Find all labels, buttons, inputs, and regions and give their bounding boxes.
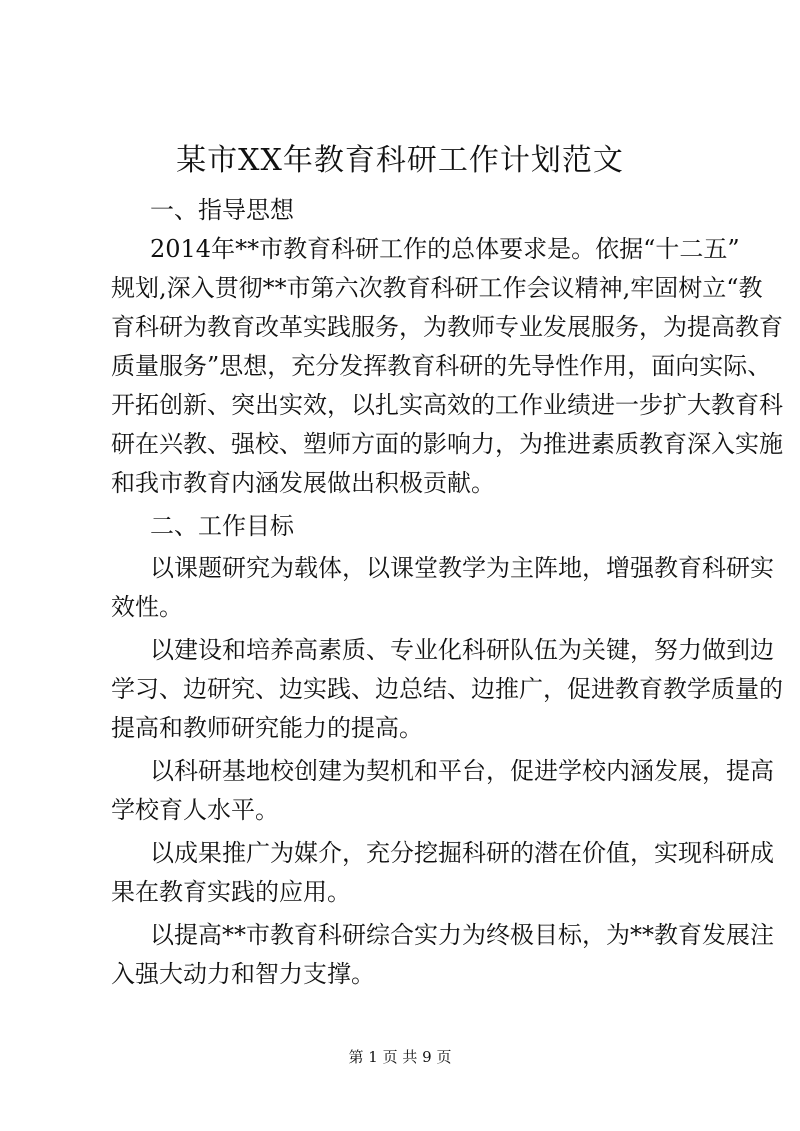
paragraph-line: 2014年**市教育科研工作的总体要求是。依据“十二五” [150,235,740,263]
paragraph-line: 以提高**市教育科研综合实力为终极目标，为**教育发展注 [150,921,774,949]
paragraph-line: 学校育人水平。 [111,796,279,824]
paragraph-line: 以成果推广为媒介，充分挖掘科研的潜在价值，实现科研成 [150,839,774,867]
paragraph-line: 规划,深入贯彻**市第六次教育科研工作会议精神,牢固树立“教 [111,274,763,302]
paragraph-line: 质量服务”思想，充分发挥教育科研的先导性作用，面向实际、 [111,352,772,380]
paragraph-line: 育科研为教育改革实践服务，为教师专业发展服务，为提高教育 [111,313,783,341]
paragraph-line: 研在兴教、强校、塑师方面的影响力，为推进素质教育深入实施 [111,430,783,458]
paragraph-line: 果在教育实践的应用。 [111,878,351,906]
paragraph-line: 入强大动力和智力支撑。 [111,960,375,988]
paragraph-line: 以建设和培养高素质、专业化科研队伍为关键，努力做到边 [150,636,774,664]
section-heading-work-goals: 二、工作目标 [150,512,294,540]
document-title: 某市XX年教育科研工作计划范文 [176,143,624,178]
paragraph-line: 开拓创新、突出实效，以扎实高效的工作业绩进一步扩大教育科 [111,391,783,419]
paragraph-line: 以科研基地校创建为契机和平台，促进学校内涵发展，提高 [150,757,774,785]
paragraph-line: 学习、边研究、边实践、边总结、边推广，促进教育教学质量的 [111,675,783,703]
paragraph-line: 提高和教师研究能力的提高。 [111,714,423,742]
paragraph-line: 和我市教育内涵发展做出积极贡献。 [111,469,495,497]
paragraph-line: 以课题研究为载体，以课堂教学为主阵地，增强教育科研实 [150,554,774,582]
section-heading-guiding-ideology: 一、指导思想 [150,196,294,224]
paragraph-line: 效性。 [111,593,183,621]
page-number-footer: 第 1 页 共 9 页 [348,1048,452,1066]
